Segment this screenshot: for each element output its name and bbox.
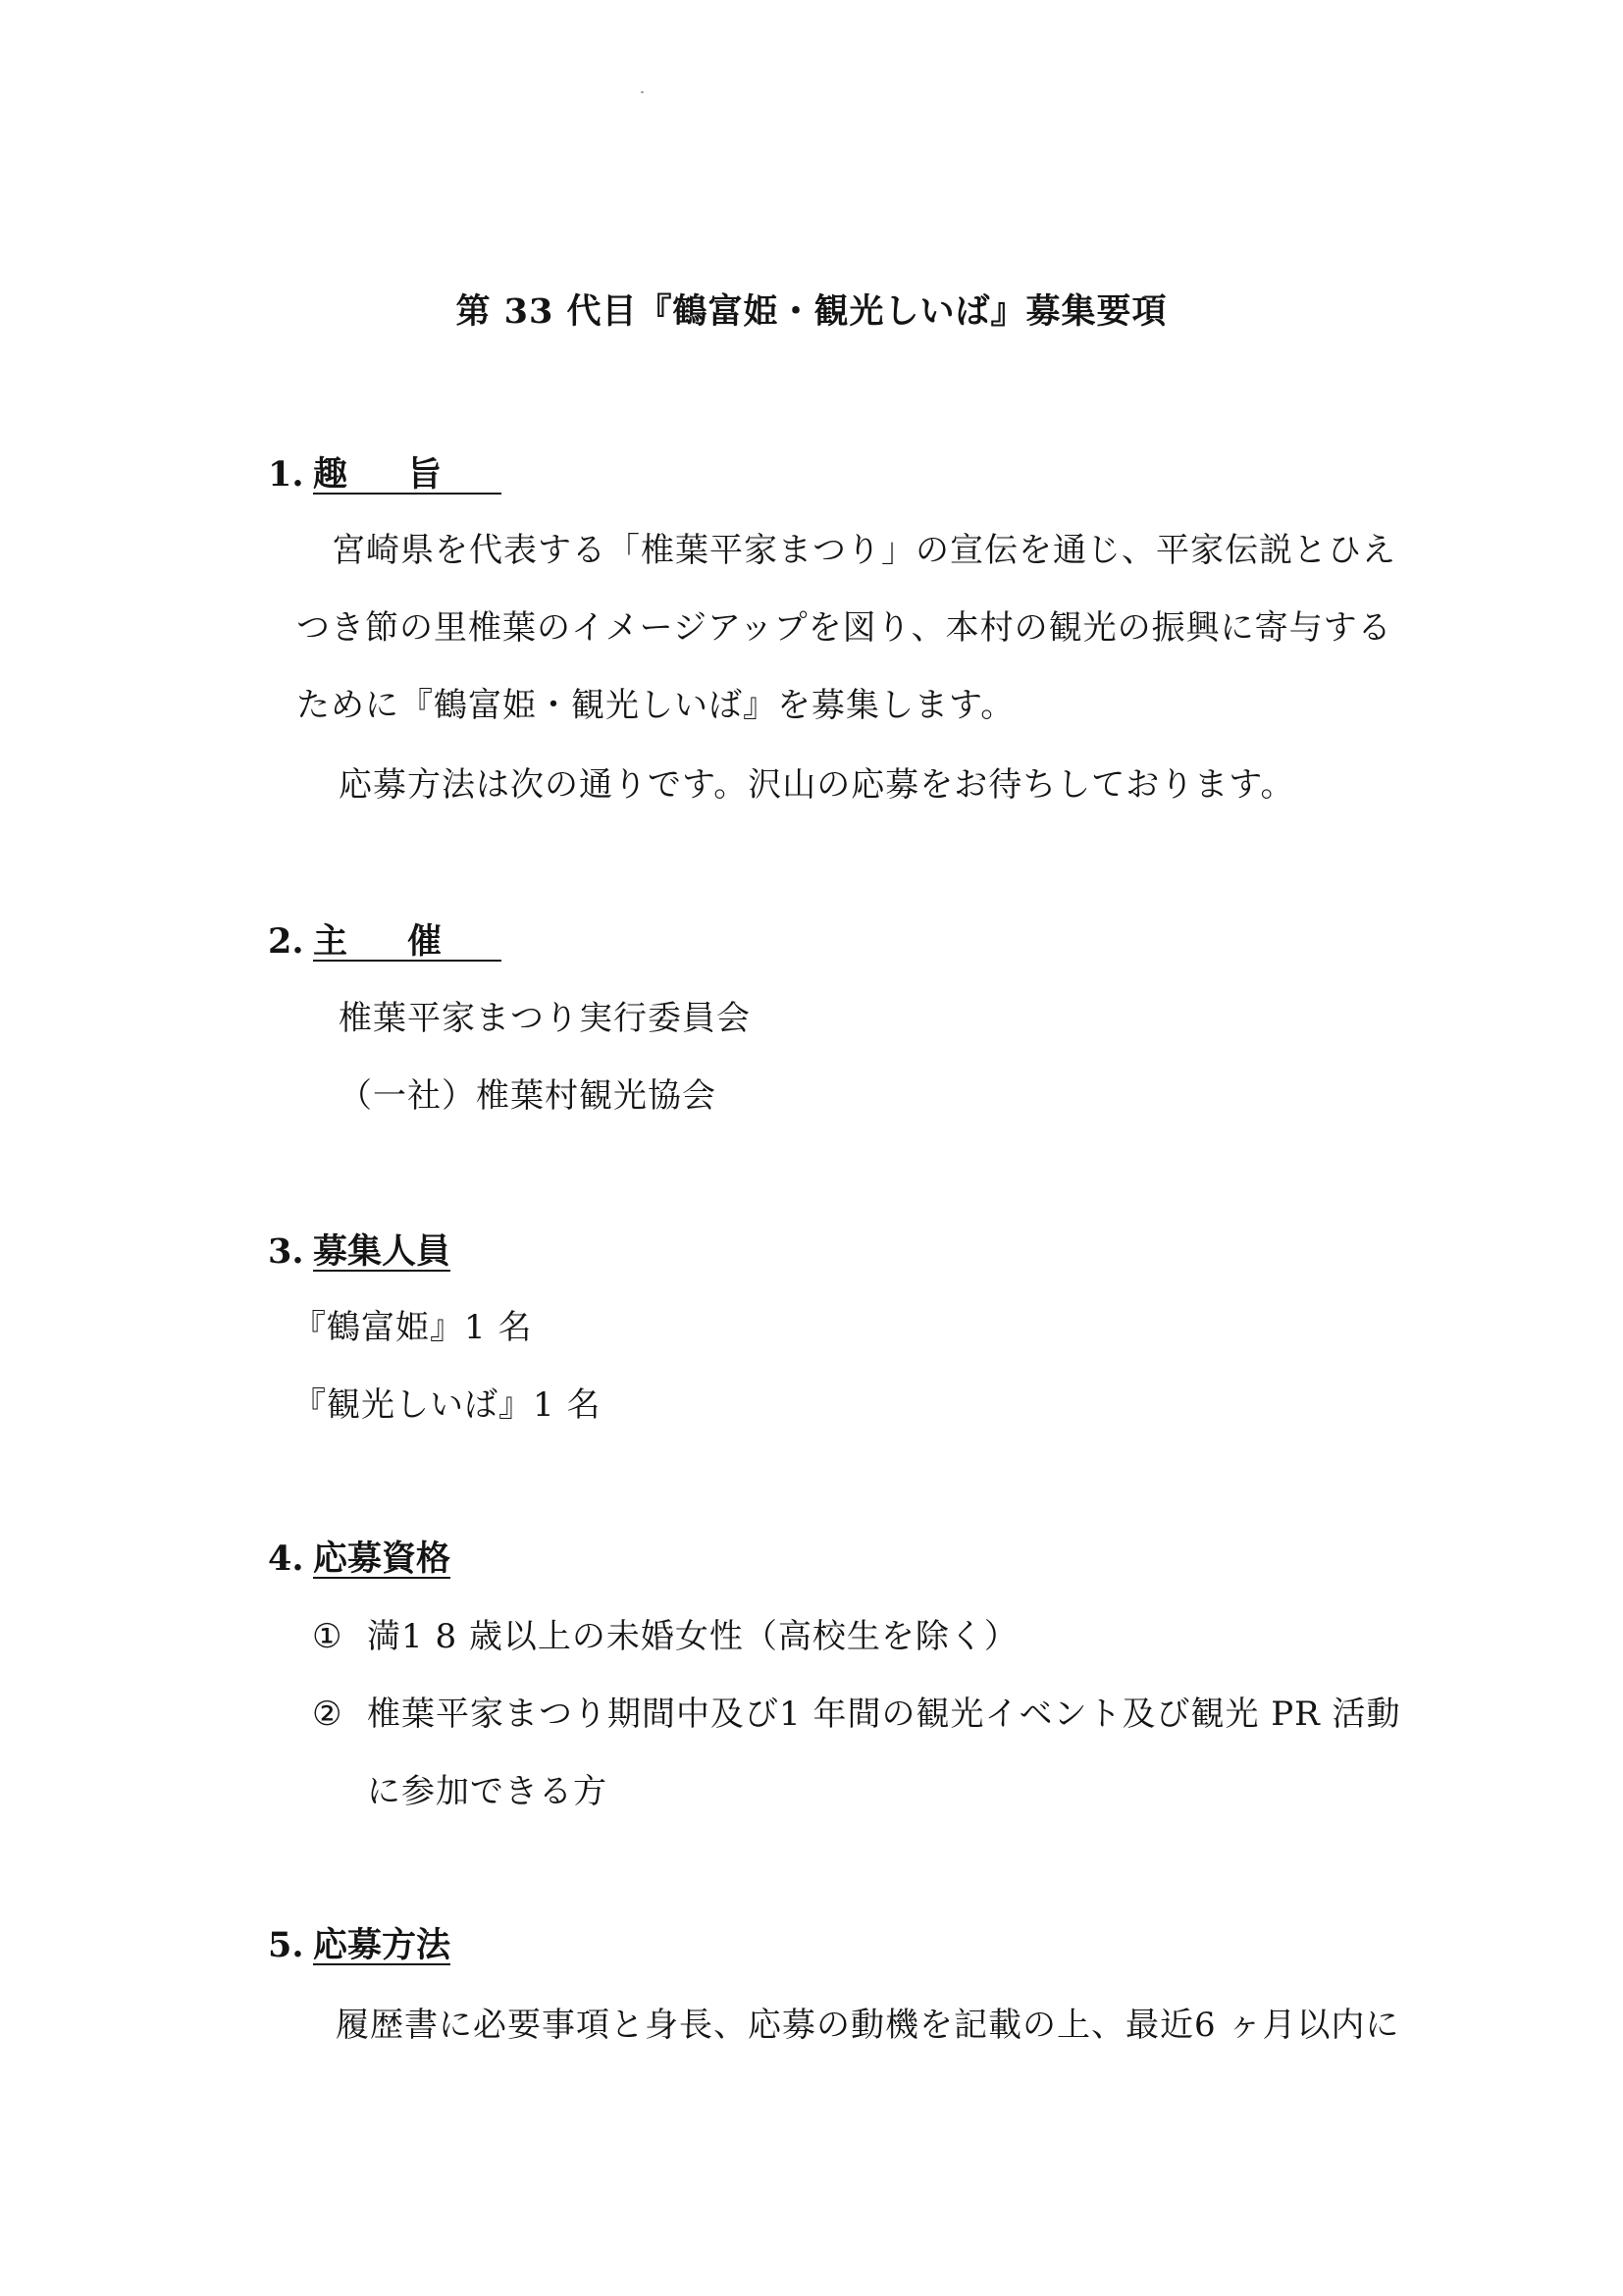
paragraph-line: 履歴書に必要事項と身長、応募の動機を記載の上、最近6 ヶ月以内に: [336, 2006, 1400, 2045]
section-title: 主催: [313, 921, 502, 962]
paragraph-line: 応募方法は次の通りです。沢山の応募をお待ちしております。: [339, 765, 1295, 805]
section-heading-purpose: [268, 447, 501, 496]
recruitment-line: 『鶴富姫』1 名: [292, 1308, 533, 1347]
section-title: 応募資格: [313, 1539, 451, 1579]
section-title: 募集人員: [313, 1231, 451, 1272]
item-marker: ①: [312, 1617, 343, 1656]
document-title: 第 33 代目『鶴富姫・観光しいば』募集要項: [455, 291, 1168, 332]
eligibility-item: [312, 1687, 1401, 1735]
item-text: 満1 8 歳以上の未婚女性（高校生を除く）: [367, 1617, 1019, 1656]
section-number: 2.: [268, 921, 304, 962]
paragraph-line: ために『鶴富姫・観光しいば』を募集します。: [296, 686, 1016, 725]
organizer-line: （一社）椎葉村観光協会: [339, 1076, 716, 1116]
paragraph-line: つき節の里椎葉のイメージアップを図り、本村の観光の振興に寄与する: [296, 608, 1392, 648]
section-number: 4.: [268, 1539, 304, 1579]
section-heading-organizer: [268, 914, 501, 964]
section-heading-recruitment-count: [268, 1225, 450, 1274]
eligibility-continuation: に参加できる方: [367, 1772, 607, 1811]
organizer-line: 椎葉平家まつり実行委員会: [339, 999, 751, 1038]
section-number: 5.: [268, 1925, 304, 1965]
scan-speck: [641, 91, 644, 93]
section-heading-eligibility: [268, 1532, 450, 1581]
section-title: 応募方法: [313, 1925, 451, 1965]
section-number: 3.: [268, 1231, 304, 1272]
section-title: 趣旨: [313, 454, 502, 495]
item-marker: ②: [312, 1695, 343, 1734]
item-text: 椎葉平家まつり期間中及び1 年間の観光イベント及び観光 PR 活動: [367, 1695, 1401, 1734]
section-number: 1.: [268, 454, 304, 495]
eligibility-item: [312, 1609, 1019, 1657]
paragraph-line: 宮崎県を代表する「椎葉平家まつり」の宣伝を通じ、平家伝説とひえ: [332, 531, 1396, 570]
recruitment-line: 『観光しいば』1 名: [292, 1385, 602, 1425]
section-heading-application-method: [268, 1918, 450, 1967]
